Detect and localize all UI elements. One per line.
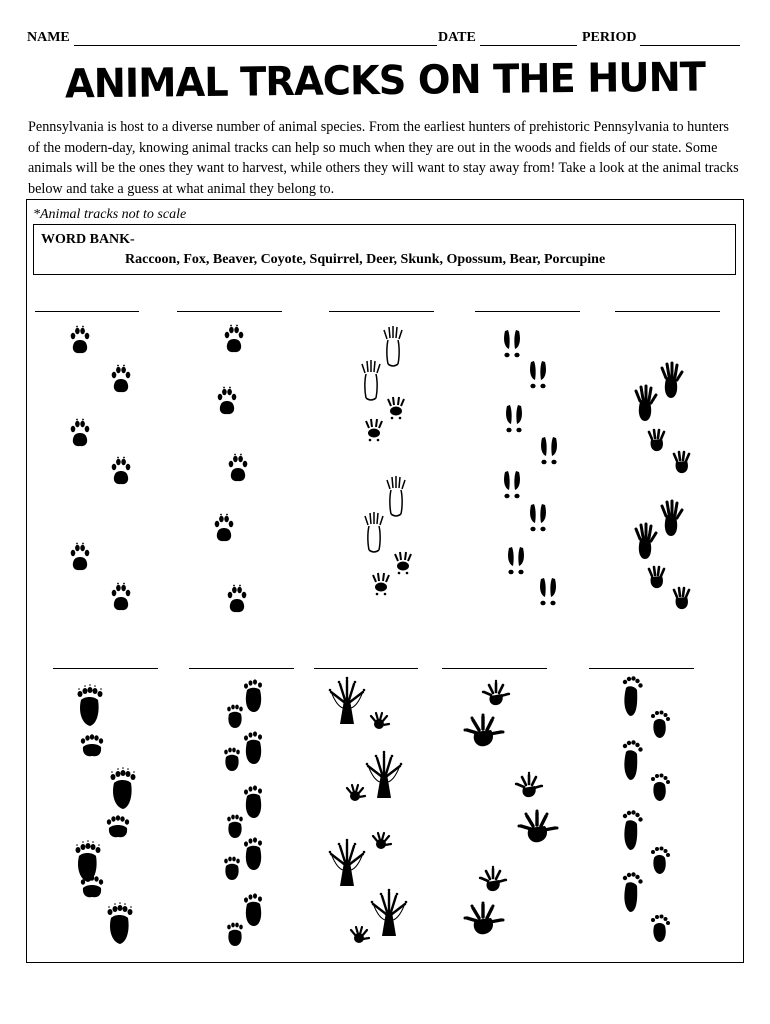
squirrel-track-icon [352,318,432,608]
bear-track-icon [60,676,150,956]
canine-paw-icon [200,318,270,618]
word-bank-title: WORD BANK- [41,232,135,247]
answer-blank-5[interactable] [615,311,720,312]
intro-paragraph: Pennsylvania is host to a diverse number of animal species. From the earliest hunters of prehistoric Pennsylvania to hunters of the modern-day, knowing animal tracks can help so much when they are out in the woods and fields of our state. Some animals will be the ones they want to harvest, while others they will want to stay away from! Take a look at the animal tracks below and take a guess at what animal they belong to. [28,119,739,197]
name-blank[interactable] [74,45,437,46]
answer-blank-10[interactable] [589,668,694,669]
word-bank-list: Raccoon, Fox, Beaver, Coyote, Squirrel, Deer, Skunk, Opossum, Bear, Porcupine [125,252,606,267]
deer-hoof-icon [490,318,570,618]
porcupine-track-icon [210,676,280,956]
beaver-track-icon [322,676,422,956]
period-blank[interactable] [640,45,740,46]
worksheet-title: ANIMAL TRACKS ON THE HUNT [64,54,706,108]
date-label: DATE [438,30,476,45]
answer-blank-3[interactable] [329,311,434,312]
answer-blank-8[interactable] [314,668,418,669]
date-blank[interactable] [480,45,577,46]
answer-blank-4[interactable] [475,311,580,312]
skunk-track-icon [625,350,705,620]
opossum-track-icon [455,676,565,956]
canine-paw-icon [50,318,150,618]
worksheet-header [27,30,743,48]
name-label: NAME [27,30,70,45]
answer-blank-7[interactable] [189,668,294,669]
period-label: PERIOD [582,30,637,45]
word-bank [33,224,736,275]
raccoon-track-icon [610,676,690,956]
answer-blank-2[interactable] [177,311,282,312]
answer-blank-1[interactable] [35,311,139,312]
scale-note: *Animal tracks not to scale [33,207,187,222]
answer-blank-6[interactable] [53,668,158,669]
answer-blank-9[interactable] [442,668,547,669]
